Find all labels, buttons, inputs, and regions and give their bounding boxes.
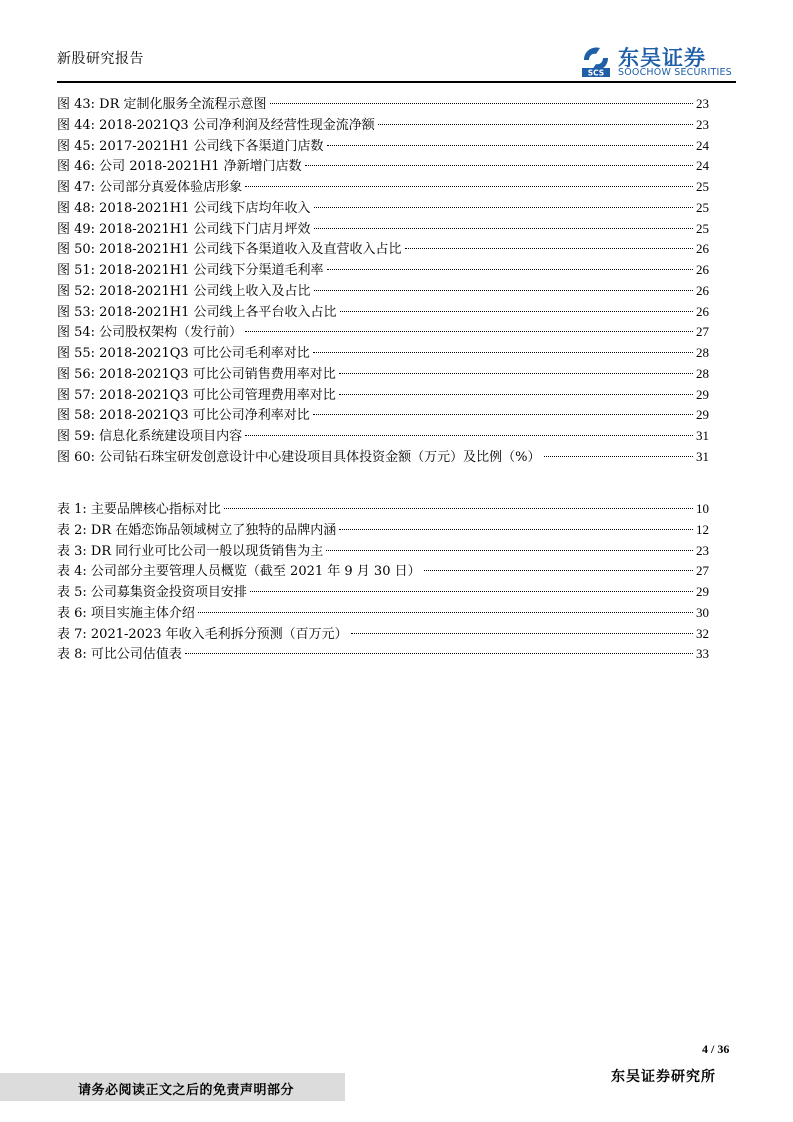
logo-mark-text: SCS: [587, 68, 605, 78]
entry-label: 表 2: DR 在婚恋饰品领域树立了独特的品牌内涵: [57, 522, 337, 538]
figure-index-entry[interactable]: [57, 426, 709, 447]
dot-leader: [314, 207, 694, 208]
table-index-entry[interactable]: [57, 624, 709, 645]
page-number: 4 / 36: [702, 1042, 730, 1056]
figure-index-entry[interactable]: [57, 405, 709, 426]
dot-leader: [224, 508, 693, 509]
dot-leader: [305, 165, 693, 166]
footer-disclaimer: 请务必阅读正文之后的免责声明部分: [78, 1083, 295, 1098]
dot-leader: [339, 394, 693, 395]
dot-leader: [544, 456, 693, 457]
entry-label: 表 1: 主要品牌核心指标对比: [57, 502, 221, 517]
entry-label: 表 5: 公司募集资金投资项目安排: [57, 585, 247, 600]
table-index-entry[interactable]: [57, 520, 709, 541]
entry-page-number: 12: [696, 521, 709, 537]
dot-leader: [245, 186, 693, 187]
dot-leader: [314, 290, 694, 291]
figure-index-entry[interactable]: [57, 385, 709, 406]
entry-label: 表 4: 公司部分主要管理人员概览（截至 2021 年 9 月 30 日）: [57, 564, 421, 580]
figure-index-list: [57, 94, 709, 468]
figure-index-entry[interactable]: [57, 198, 709, 219]
header-divider: [57, 81, 736, 83]
entry-page-number: 26: [696, 282, 709, 298]
figure-index-entry[interactable]: [57, 364, 709, 385]
entry-page-number: 30: [696, 604, 709, 620]
entry-label: 图 48: 2018-2021H1 公司线下店均年收入: [57, 200, 311, 216]
dot-leader: [327, 269, 694, 270]
entry-label: 图 56: 2018-2021Q3 可比公司销售费用率对比: [57, 366, 336, 382]
dot-leader: [185, 653, 693, 654]
entry-page-number: 27: [696, 563, 709, 579]
figure-index-entry[interactable]: [57, 260, 709, 281]
table-index-entry[interactable]: [57, 582, 709, 603]
scs-logo-icon: [578, 42, 614, 78]
logo-english-name: SOOCHOW SECURITIES: [618, 67, 732, 78]
entry-page-number: 26: [696, 262, 709, 277]
table-index-entry[interactable]: [57, 541, 709, 562]
dot-leader: [405, 248, 694, 249]
entry-page-number: 26: [696, 241, 709, 257]
figure-index-entry[interactable]: [57, 177, 709, 198]
entry-label: 图 49: 2018-2021H1 公司线下门店月坪效: [57, 221, 311, 237]
figure-index-entry[interactable]: [57, 94, 709, 115]
entry-page-number: 23: [696, 96, 709, 111]
entry-label: 图 59: 信息化系统建设项目内容: [57, 429, 243, 444]
footer-organization: 东吴证券研究所: [611, 1069, 716, 1085]
entry-page-number: 25: [696, 199, 709, 215]
dot-leader: [378, 124, 693, 125]
entry-page-number: 23: [696, 116, 709, 132]
entry-label: 图 44: 2018-2021Q3 公司净利润及经营性现金流净额: [57, 117, 375, 133]
entry-page-number: 33: [696, 646, 709, 662]
figure-index-entry[interactable]: [57, 219, 709, 240]
figure-index-entry[interactable]: [57, 136, 709, 157]
entry-label: 图 58: 2018-2021Q3 可比公司净利率对比: [57, 408, 310, 424]
figure-index-entry[interactable]: [57, 281, 709, 302]
dot-leader: [351, 633, 693, 634]
dot-leader: [424, 570, 693, 571]
dot-leader: [270, 103, 693, 104]
logo-chinese-name: 东吴证券: [618, 46, 706, 70]
entry-label: 图 51: 2018-2021H1 公司线下分渠道毛利率: [57, 263, 324, 278]
dot-leader: [326, 550, 693, 551]
entry-page-number: 29: [696, 386, 709, 402]
entry-label: 表 8: 可比公司估值表: [57, 647, 182, 663]
dot-leader: [313, 414, 693, 415]
dot-leader: [339, 529, 693, 530]
entry-label: 图 45: 2017-2021H1 公司线下各渠道门店数: [57, 138, 324, 154]
dot-leader: [313, 352, 693, 353]
dot-leader: [340, 311, 694, 312]
figure-index-entry[interactable]: [57, 322, 709, 343]
entry-label: 图 60: 公司钻石珠宝研发创意设计中心建设项目具体投资金额（万元）及比例（%）: [57, 449, 541, 465]
entry-page-number: 28: [696, 365, 709, 381]
table-index-entry[interactable]: [57, 499, 709, 520]
dot-leader: [314, 228, 694, 229]
entry-label: 图 54: 公司股权架构（发行前）: [57, 325, 243, 341]
entry-page-number: 27: [696, 324, 709, 340]
entry-label: 表 6: 项目实施主体介绍: [57, 605, 195, 621]
entry-label: 图 52: 2018-2021H1 公司线上收入及占比: [57, 283, 311, 299]
entry-page-number: 25: [696, 179, 709, 194]
entry-page-number: 29: [696, 584, 709, 599]
entry-label: 图 50: 2018-2021H1 公司线下各渠道收入及直营收入占比: [57, 242, 402, 258]
entry-label: 图 57: 2018-2021Q3 可比公司管理费用率对比: [57, 387, 336, 403]
entry-page-number: 26: [696, 303, 709, 319]
figure-index-entry[interactable]: [57, 239, 709, 260]
figure-index-entry[interactable]: [57, 447, 709, 468]
table-index-entry[interactable]: [57, 561, 709, 582]
entry-label: 图 43: DR 定制化服务全流程示意图: [57, 97, 267, 112]
entry-page-number: 31: [696, 428, 709, 443]
table-index-list: [57, 499, 709, 665]
table-index-entry[interactable]: [57, 644, 709, 665]
entry-label: 图 47: 公司部分真爱体验店形象: [57, 180, 243, 195]
entry-page-number: 23: [696, 542, 709, 558]
dot-leader: [198, 612, 693, 613]
dot-leader: [245, 331, 693, 332]
figure-index-entry[interactable]: [57, 302, 709, 323]
entry-page-number: 28: [696, 345, 709, 360]
figure-index-entry[interactable]: [57, 156, 709, 177]
dot-leader: [339, 373, 693, 374]
table-index-entry[interactable]: [57, 603, 709, 624]
entry-page-number: 29: [696, 407, 709, 423]
entry-label: 图 55: 2018-2021Q3 可比公司毛利率对比: [57, 346, 310, 361]
entry-page-number: 24: [696, 158, 709, 174]
figure-index-entry[interactable]: [57, 343, 709, 364]
entry-page-number: 25: [696, 220, 709, 236]
entry-page-number: 10: [696, 501, 709, 516]
entry-label: 表 7: 2021-2023 年收入毛利拆分预测（百万元）: [57, 626, 348, 642]
dot-leader: [245, 435, 693, 436]
entry-page-number: 32: [696, 625, 709, 641]
entry-page-number: 24: [696, 137, 709, 153]
dot-leader: [250, 591, 693, 592]
company-logo: [578, 42, 743, 80]
dot-leader: [327, 145, 694, 146]
entry-label: 表 3: DR 同行业可比公司一般以现货销售为主: [57, 543, 324, 559]
figure-index-entry[interactable]: [57, 115, 709, 136]
entry-page-number: 31: [696, 448, 709, 464]
entry-label: 图 53: 2018-2021H1 公司线上各平台收入占比: [57, 304, 337, 320]
entry-label: 图 46: 公司 2018-2021H1 净新增门店数: [57, 159, 302, 175]
header-title: 新股研究报告: [57, 51, 144, 67]
